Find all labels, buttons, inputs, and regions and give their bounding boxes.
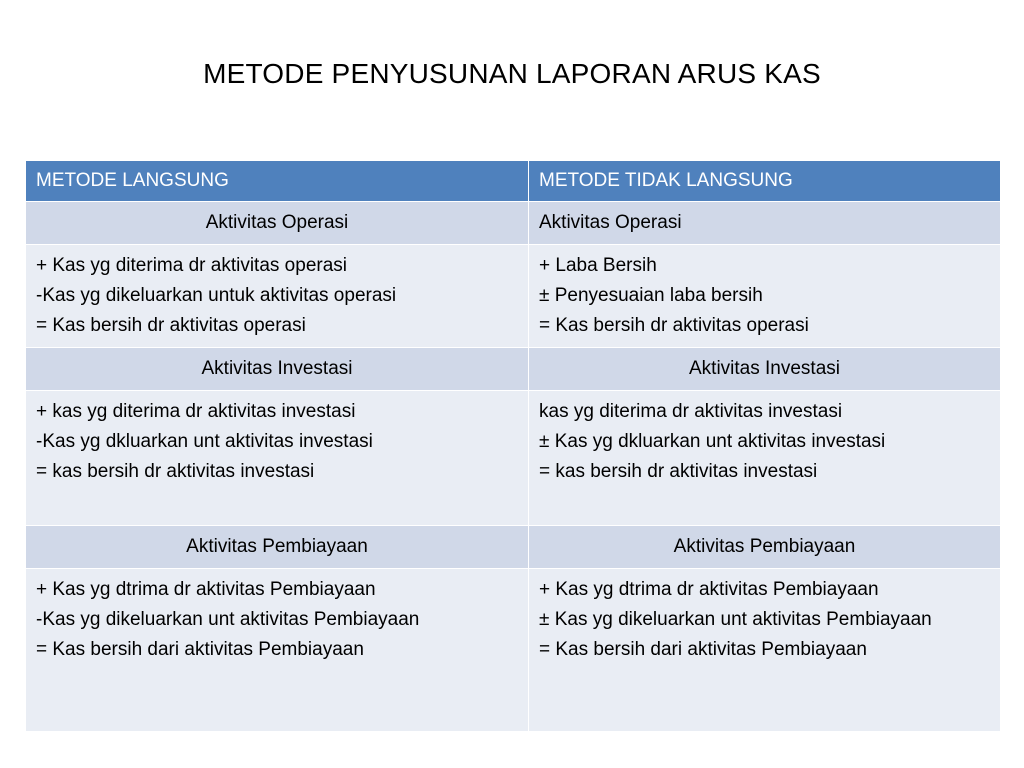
section-heading-operasi-left: Aktivitas Operasi [26,202,529,245]
section-row-operasi [26,202,1001,245]
header-row [26,161,1001,202]
text-line: = Kas bersih dr aktivitas operasi [36,315,306,336]
section-heading-pembiayaan-right: Aktivitas Pembiayaan [529,526,1001,569]
text-line: + kas yg diterima dr aktivitas investasi [36,401,356,422]
cell-pembiayaan-left [26,569,529,732]
text-line: = kas bersih dr aktivitas investasi [539,461,818,482]
text-line: -Kas yg dikeluarkan untuk aktivitas operasi [36,285,397,306]
cell-operasi-right [529,245,1001,348]
section-row-pembiayaan [26,526,1001,569]
header-metode-tidak-langsung: METODE TIDAK LANGSUNG [529,161,1001,202]
section-heading-pembiayaan-left: Aktivitas Pembiayaan [26,526,529,569]
text-line: + Kas yg diterima dr aktivitas operasi [36,255,347,276]
text-line: ± Penyesuaian laba bersih [539,285,763,306]
text-line: + Laba Bersih [539,255,657,276]
text-line: ± Kas yg dkluarkan unt aktivitas investasi [539,431,886,452]
text-line: -Kas yg dkluarkan unt aktivitas investasi [36,431,373,452]
text-line: kas yg diterima dr aktivitas investasi [539,401,843,422]
section-row-investasi [26,348,1001,391]
section-heading-operasi-right: Aktivitas Operasi [529,202,1001,245]
cell-pembiayaan-right [529,569,1001,732]
slide-title: METODE PENYUSUNAN LAPORAN ARUS KAS [203,58,821,89]
header-metode-langsung: METODE LANGSUNG [26,161,529,202]
methods-table [25,160,1001,732]
section-heading-investasi-right: Aktivitas Investasi [529,348,1001,391]
text-line: = Kas bersih dr aktivitas operasi [539,315,809,336]
body-row-pembiayaan [26,569,1001,732]
text-line: -Kas yg dikeluarkan unt aktivitas Pembiayaan [36,609,420,630]
section-heading-investasi-left: Aktivitas Investasi [26,348,529,391]
text-line: + Kas yg dtrima dr aktivitas Pembiayaan [539,579,879,600]
text-line: ± Kas yg dikeluarkan unt aktivitas Pembiayaan [539,609,932,630]
text-line: = Kas bersih dari aktivitas Pembiayaan [36,639,364,660]
body-row-operasi [26,245,1001,348]
cell-operasi-left [26,245,529,348]
cell-investasi-left [26,391,529,526]
body-row-investasi [26,391,1001,526]
cell-investasi-right [529,391,1001,526]
text-line: + Kas yg dtrima dr aktivitas Pembiayaan [36,579,376,600]
text-line: = Kas bersih dari aktivitas Pembiayaan [539,639,867,660]
text-line: = kas bersih dr aktivitas investasi [36,461,315,482]
